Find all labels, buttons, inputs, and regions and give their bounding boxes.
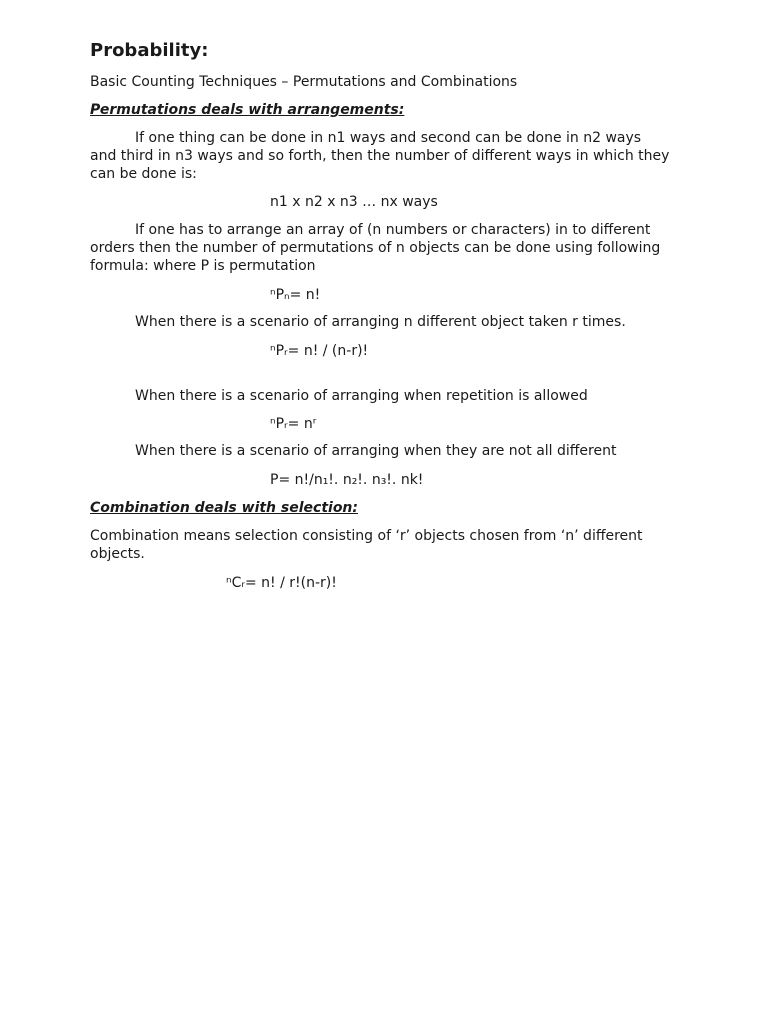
scenario-r-times: When there is a scenario of arranging n different object taken r times. xyxy=(135,314,626,330)
scenario-repetition: When there is a scenario of arranging when repetition is allowed xyxy=(135,388,588,404)
formula-npr: ⁿPᵣ= n! / (n-r)! xyxy=(270,343,369,359)
paragraph-combination: Combination means selection consisting of ‘r’ objects chosen from ‘n’ different objects. xyxy=(90,528,643,562)
document-subtitle: Basic Counting Techniques – Permutations and Combinations xyxy=(90,74,518,90)
paragraph-permutation-intro: If one has to arrange an array of (n numbers or characters) in to different orders then the number of permutations of n objects can be done using following formula: where P is permutation xyxy=(90,222,661,274)
formula-npn: ⁿPₙ= n! xyxy=(270,287,321,303)
formula-npr-repetition: ⁿPᵣ= nʳ xyxy=(270,416,317,432)
scenario-not-different: When there is a scenario of arranging when they are not all different xyxy=(135,443,617,459)
formula-multiplication: n1 x n2 x n3 … nx ways xyxy=(270,194,438,210)
formula-ncr: ⁿCᵣ= n! / r!(n-r)! xyxy=(226,575,337,591)
document-title: Probability: xyxy=(90,40,209,61)
formula-not-different: P= n!/n₁!. n₂!. n₃!. nk! xyxy=(270,472,424,488)
paragraph-multiplication-principle: If one thing can be done in n1 ways and second can be done in n2 ways and third in n3 ways and so forth, then the number of different ways in which they can be done is: xyxy=(90,130,670,182)
combination-heading: Combination deals with selection: xyxy=(90,500,358,516)
permutations-heading: Permutations deals with arrangements: xyxy=(90,102,405,118)
